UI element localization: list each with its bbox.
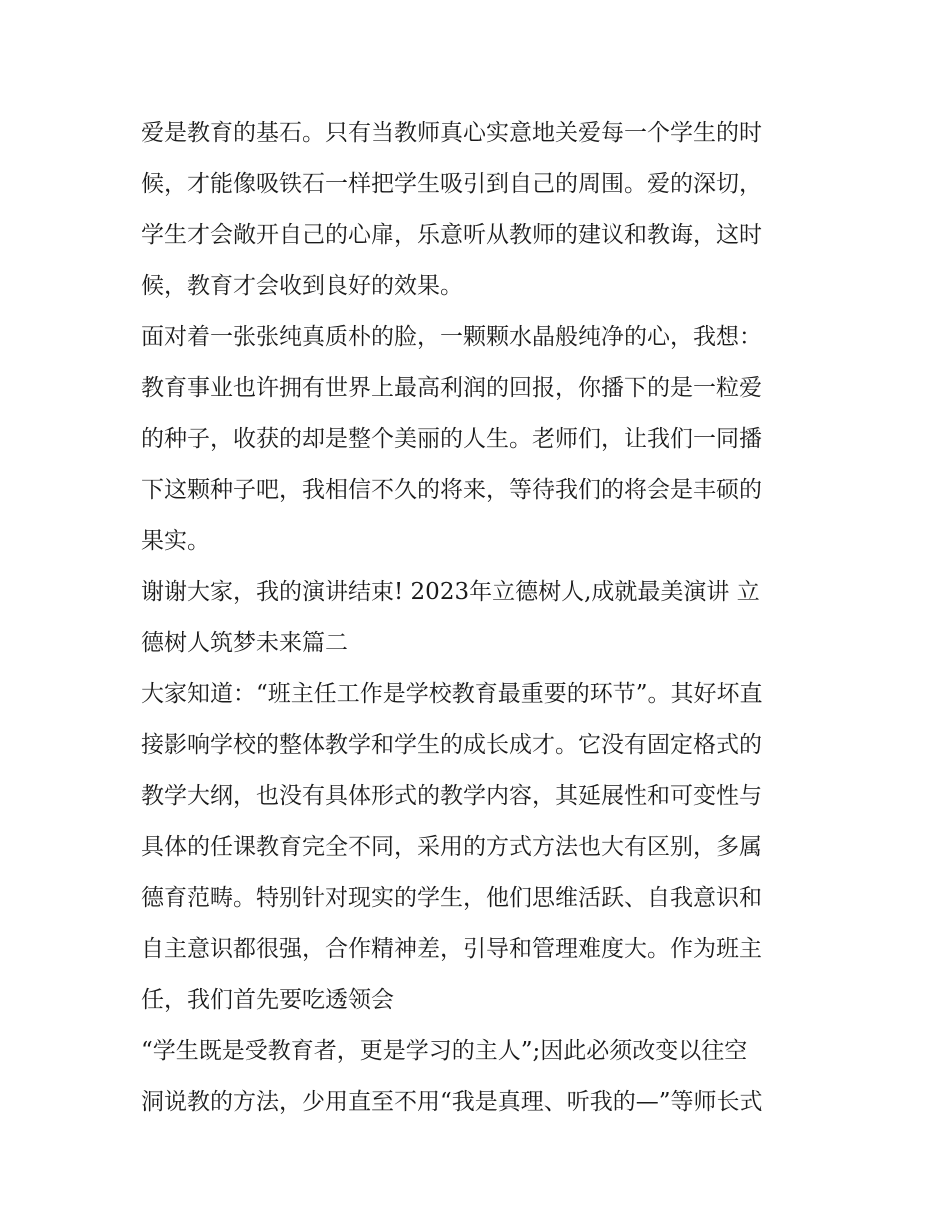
- text-line: 洞说教的方法，少用直至不用“我是真理、听我的—”等师长式: [141, 1089, 763, 1115]
- text-line: 自主意识都很强，合作精神差，引导和管理难度大。作为班主: [141, 936, 762, 962]
- text-line: 具体的任课教育完全不同，采用的方式方法也大有区别，多属: [141, 834, 762, 860]
- text-line: 面对着一张张纯真质朴的脸，一颗颗水晶般纯净的心，我想：: [141, 324, 762, 350]
- text-line: 任，我们首先要吃透领会: [141, 987, 394, 1013]
- text-line: 接影响学校的整体教学和学生的成长成才。它没有固定格式的: [141, 732, 762, 758]
- text-line: 德树人筑梦未来篇二: [141, 630, 348, 656]
- text-line: 德育范畴。特别针对现实的学生，他们思维活跃、自我意识和: [141, 885, 762, 911]
- text-line: 果实。: [141, 528, 210, 554]
- document-body: [141, 108, 821, 1128]
- text-line: 下这颗种子吧，我相信不久的将来，等待我们的将会是丰硕的: [141, 477, 762, 503]
- text-line: 学生才会敞开自己的心扉，乐意听从教师的建议和教诲，这时: [141, 222, 762, 248]
- text-line: 大家知道：“班主任工作是学校教育最重要的环节”。其好坏直: [141, 681, 763, 707]
- text-line: 候，才能像吸铁石一样把学生吸引到自己的周围。爱的深切，: [141, 171, 762, 197]
- text-line: 候，教育才会收到良好的效果。: [141, 273, 463, 299]
- text-line: 谢谢大家，我的演讲结束! 2023年立德树人,成就最美演讲 立: [141, 579, 760, 605]
- text-line: “学生既是受教育者，更是学习的主人”;因此必须改变以往空: [141, 1038, 748, 1064]
- text-line: 的种子，收获的却是整个美丽的人生。老师们，让我们一同播: [141, 426, 762, 452]
- text-line: 爱是教育的基石。只有当教师真心实意地关爱每一个学生的时: [141, 120, 762, 146]
- text-line: 教学大纲，也没有具体形式的教学内容，其延展性和可变性与: [141, 783, 762, 809]
- text-line: 教育事业也许拥有世界上最高利润的回报，你播下的是一粒爱: [141, 375, 762, 401]
